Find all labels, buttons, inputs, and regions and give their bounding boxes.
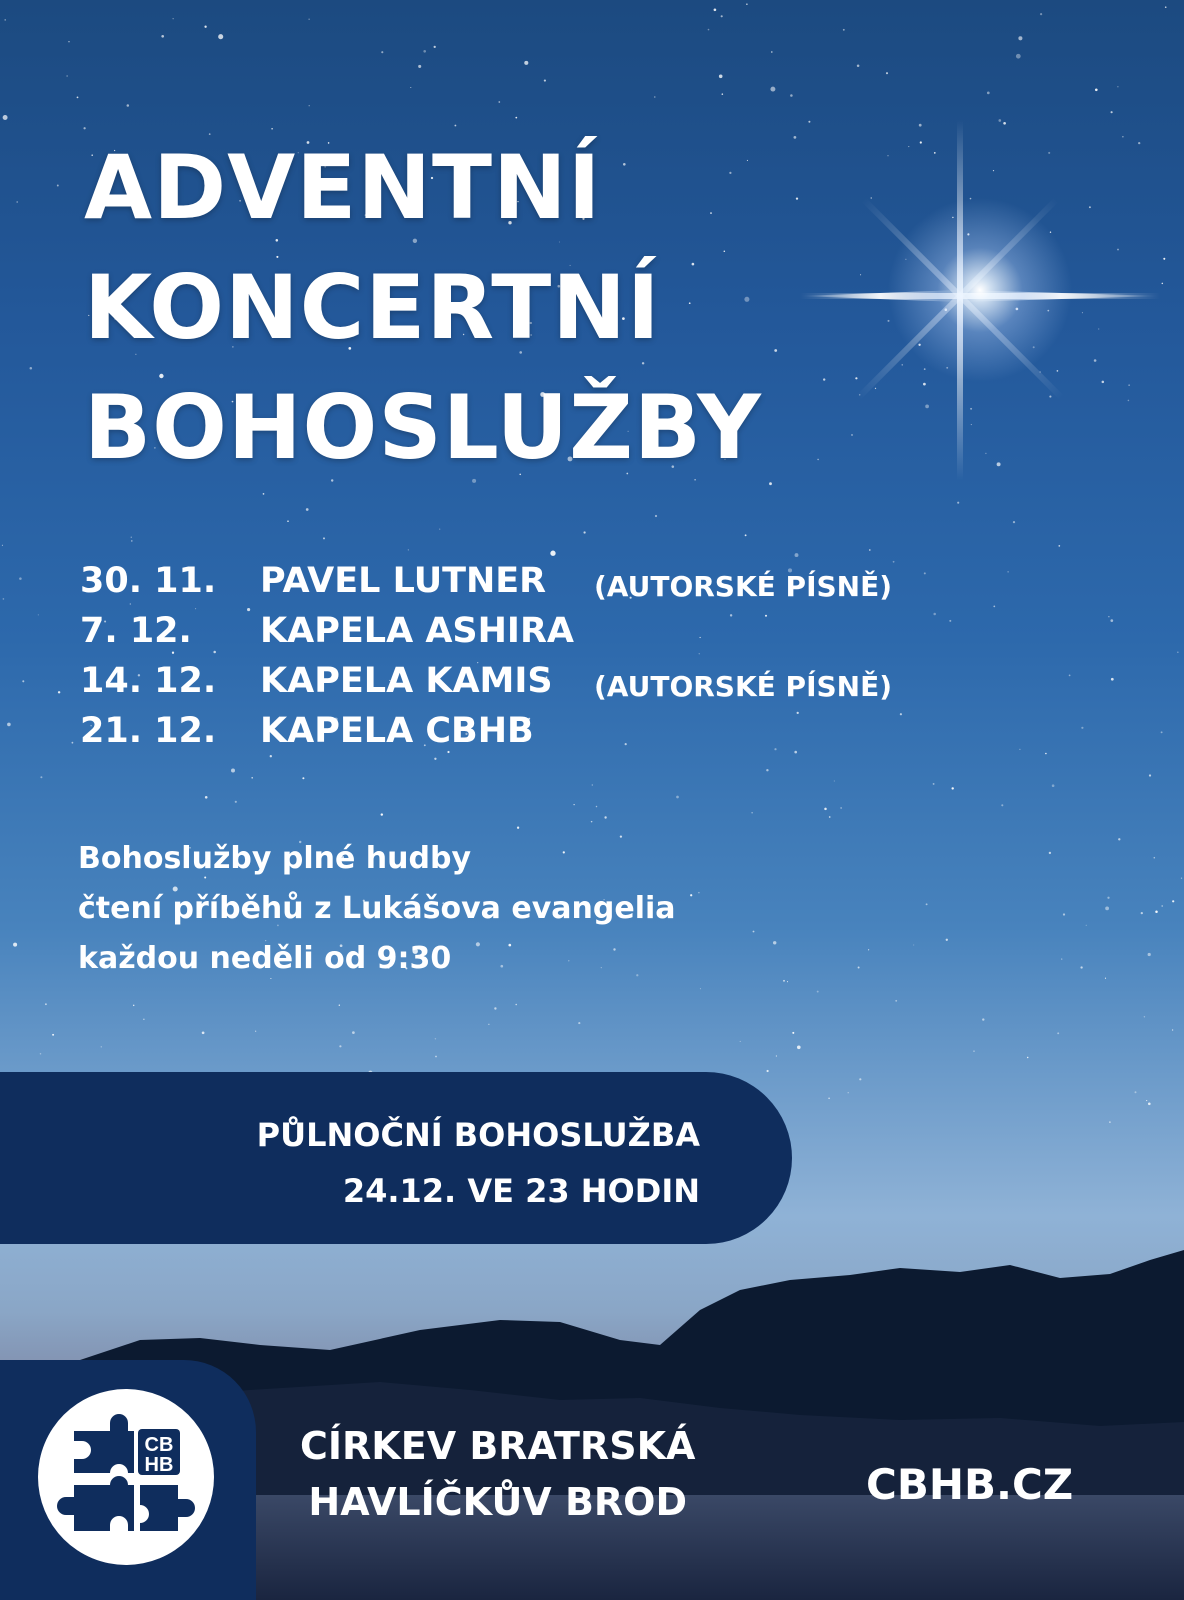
star-dot bbox=[766, 769, 768, 771]
star-dot bbox=[494, 1007, 496, 1009]
star-dot bbox=[721, 15, 723, 17]
star-dot bbox=[213, 651, 216, 654]
star-dot bbox=[698, 892, 700, 894]
star-dot bbox=[352, 1031, 355, 1034]
star-dot bbox=[1155, 910, 1158, 913]
star-dot bbox=[1001, 804, 1003, 806]
star-dot bbox=[218, 34, 223, 39]
schedule-performer: KAPELA KAMIS bbox=[260, 661, 553, 701]
star-dot bbox=[1110, 619, 1113, 622]
star-dot bbox=[1058, 545, 1060, 547]
star-dot bbox=[895, 1000, 897, 1002]
star-dot bbox=[173, 18, 174, 19]
star-dot bbox=[1081, 727, 1083, 729]
star-dot bbox=[251, 777, 253, 779]
star-dot bbox=[517, 827, 519, 829]
schedule-performer: PAVEL LUTNER bbox=[260, 561, 547, 601]
star-dot bbox=[840, 807, 841, 808]
star-dot bbox=[924, 572, 926, 574]
star-dot bbox=[765, 615, 767, 617]
star-dot bbox=[1105, 978, 1106, 979]
star-dot bbox=[708, 29, 710, 31]
star-dot bbox=[776, 1055, 777, 1056]
star-dot bbox=[843, 29, 845, 31]
star-dot bbox=[4, 19, 6, 21]
star-dot bbox=[1049, 852, 1051, 854]
star-dot bbox=[205, 796, 208, 799]
star-dot bbox=[202, 1031, 205, 1034]
star-dot bbox=[1105, 907, 1109, 911]
star-dot bbox=[1086, 925, 1087, 926]
star-dot bbox=[77, 97, 79, 99]
star-dot bbox=[740, 1041, 741, 1042]
title-line-3: BOHOSLUŽBY bbox=[84, 376, 762, 479]
star-dot bbox=[133, 1005, 134, 1006]
star-dot bbox=[143, 1019, 144, 1020]
star-dot bbox=[774, 748, 776, 750]
star-dot bbox=[699, 653, 700, 654]
star-dot bbox=[1148, 1102, 1151, 1105]
star-dot bbox=[1118, 838, 1120, 840]
midnight-service-banner bbox=[0, 1072, 792, 1244]
star-dot bbox=[439, 529, 440, 530]
star-dot bbox=[423, 50, 426, 53]
star-dot bbox=[1108, 616, 1109, 617]
midnight-service-title: PŮLNOČNÍ BOHOSLUŽBA bbox=[256, 1116, 700, 1154]
star-dot bbox=[7, 723, 11, 727]
star-dot bbox=[869, 549, 871, 551]
star-dot bbox=[1007, 571, 1008, 572]
star-dot bbox=[858, 967, 860, 969]
star-dot bbox=[66, 75, 67, 76]
star-dot bbox=[722, 93, 724, 95]
schedule-performer: KAPELA ASHIRA bbox=[260, 611, 574, 651]
star-dot bbox=[933, 783, 935, 785]
star-dot bbox=[770, 87, 775, 92]
star-dot bbox=[45, 1003, 47, 1005]
star-dot bbox=[848, 1092, 849, 1093]
star-glow bbox=[880, 190, 1080, 390]
star-dot bbox=[797, 1045, 801, 1049]
star-dot bbox=[946, 939, 948, 941]
star-dot bbox=[58, 691, 60, 693]
star-dot bbox=[654, 96, 655, 97]
star-dot bbox=[719, 75, 723, 79]
star-dot bbox=[72, 742, 74, 744]
star-dot bbox=[435, 1056, 437, 1058]
star-dot bbox=[524, 61, 528, 65]
star-dot bbox=[1109, 1121, 1111, 1123]
star-dot bbox=[797, 712, 799, 714]
star-dot bbox=[323, 537, 325, 539]
star-dot bbox=[957, 502, 959, 504]
star-dot bbox=[1154, 857, 1156, 859]
title-line-1: ADVENTNÍ bbox=[84, 136, 602, 239]
star-dot bbox=[900, 713, 902, 715]
star-dot bbox=[255, 1031, 256, 1032]
star-dot bbox=[418, 65, 421, 68]
star-dot bbox=[131, 537, 132, 538]
star-dot bbox=[1172, 1029, 1173, 1030]
star-dot bbox=[745, 534, 747, 536]
star-dot bbox=[1146, 1100, 1147, 1101]
star-dot bbox=[1061, 958, 1062, 959]
star-dot bbox=[22, 680, 24, 682]
star-dot bbox=[893, 561, 895, 563]
star-dot bbox=[829, 816, 831, 818]
star-dot bbox=[596, 806, 598, 808]
star-dot bbox=[625, 743, 627, 745]
star-dot bbox=[161, 35, 164, 38]
star-dot bbox=[2, 545, 3, 546]
star-dot bbox=[828, 1097, 830, 1099]
star-dot bbox=[817, 991, 819, 993]
star-dot bbox=[794, 751, 797, 754]
star-dot bbox=[40, 776, 42, 778]
star-dot bbox=[435, 1038, 436, 1039]
description-line-3: každou neděli od 9:30 bbox=[78, 941, 452, 976]
star-dot bbox=[38, 614, 39, 615]
star-dot bbox=[583, 531, 585, 533]
organization-line-2: HAVLÍČKŮV BROD bbox=[308, 1480, 688, 1524]
star-dot bbox=[1177, 652, 1178, 653]
star-dot bbox=[381, 813, 383, 815]
star-dot bbox=[302, 777, 304, 779]
star-dot bbox=[868, 949, 869, 950]
star-dot bbox=[987, 92, 990, 95]
star-dot bbox=[592, 784, 593, 785]
schedule-note: (AUTORSKÉ PÍSNĚ) bbox=[594, 670, 893, 703]
star-dot bbox=[231, 769, 235, 773]
star-dot bbox=[676, 796, 679, 799]
star-dot bbox=[714, 8, 717, 11]
star-dot bbox=[204, 26, 206, 28]
star-dot bbox=[309, 105, 310, 106]
schedule-date: 14. 12. bbox=[80, 661, 217, 701]
star-dot bbox=[57, 185, 59, 187]
star-dot bbox=[1135, 1091, 1137, 1093]
star-dot bbox=[434, 46, 436, 48]
star-dot bbox=[131, 540, 133, 542]
star-dot bbox=[1013, 521, 1015, 523]
schedule-note: (AUTORSKÉ PÍSNĚ) bbox=[594, 570, 893, 603]
star-dot bbox=[1148, 953, 1151, 956]
star-dot bbox=[309, 19, 310, 20]
star-dot bbox=[746, 3, 747, 4]
star-dot bbox=[3, 115, 8, 120]
star-dot bbox=[1117, 86, 1118, 87]
star-dot bbox=[700, 637, 701, 638]
website-link[interactable]: CBHB.CZ bbox=[866, 1460, 1074, 1509]
star-dot bbox=[790, 94, 793, 97]
star-dot bbox=[769, 482, 772, 485]
star-dot bbox=[578, 1022, 580, 1024]
star-dot bbox=[434, 758, 436, 760]
star-dot bbox=[982, 1018, 984, 1020]
logo-text-bottom: HB bbox=[144, 1454, 174, 1476]
star-dot bbox=[498, 101, 500, 103]
star-dot bbox=[604, 816, 606, 818]
star-dot bbox=[195, 608, 196, 609]
description-line-2: čtení příběhů z Lukášova evangelia bbox=[78, 891, 676, 926]
description-line-1: Bohoslužby plné hudby bbox=[78, 841, 472, 876]
star-dot bbox=[287, 520, 289, 522]
star-dot bbox=[339, 1005, 340, 1006]
star-dot bbox=[1095, 88, 1098, 91]
star-dot bbox=[690, 894, 692, 896]
star-dot bbox=[1016, 54, 1021, 59]
cbhb-puzzle-logo-icon bbox=[38, 1389, 214, 1565]
star-dot bbox=[573, 804, 574, 805]
star-dot bbox=[1161, 905, 1163, 907]
star-dot bbox=[773, 941, 776, 944]
star-dot bbox=[1057, 1032, 1059, 1034]
star-dot bbox=[68, 41, 69, 42]
star-dot bbox=[933, 613, 936, 616]
star-dot bbox=[515, 117, 517, 119]
star-dot bbox=[127, 104, 130, 107]
star-dot bbox=[886, 72, 888, 74]
star-dot bbox=[1069, 675, 1071, 677]
star-dot bbox=[792, 1032, 794, 1034]
star-dot bbox=[751, 812, 752, 813]
star-dot bbox=[824, 808, 827, 811]
star-dot bbox=[247, 608, 250, 611]
star-dot bbox=[655, 515, 657, 517]
star-dot bbox=[767, 1070, 769, 1072]
schedule-performer: KAPELA CBHB bbox=[260, 711, 534, 751]
star-dot bbox=[1144, 1016, 1145, 1017]
star-dot bbox=[774, 349, 777, 352]
star-dot bbox=[926, 903, 928, 905]
star-dot bbox=[263, 493, 265, 495]
schedule-date: 7. 12. bbox=[80, 611, 192, 651]
star-dot bbox=[730, 614, 732, 616]
star-dot bbox=[235, 801, 237, 803]
star-dot bbox=[16, 201, 18, 203]
star-dot bbox=[1161, 731, 1163, 733]
star-dot bbox=[993, 606, 995, 608]
star-dot bbox=[515, 1004, 517, 1006]
star-dot bbox=[410, 87, 411, 88]
star-dot bbox=[1019, 749, 1020, 750]
star-dot bbox=[30, 367, 33, 370]
star-dot bbox=[1045, 753, 1047, 755]
title-line-2: KONCERTNÍ bbox=[84, 256, 661, 359]
star-dot bbox=[591, 821, 593, 823]
star-dot bbox=[913, 944, 914, 945]
star-dot bbox=[949, 620, 951, 622]
star-dot bbox=[771, 51, 773, 53]
midnight-service-time: 24.12. VE 23 HODIN bbox=[342, 1172, 700, 1210]
page-title bbox=[84, 128, 762, 488]
star-dot bbox=[339, 1045, 341, 1047]
star-dot bbox=[783, 980, 785, 982]
star-dot bbox=[101, 1046, 102, 1047]
service-description bbox=[78, 834, 676, 984]
star-dot bbox=[859, 1078, 861, 1080]
logo-text-top: CB bbox=[144, 1434, 174, 1456]
star-dot bbox=[13, 943, 17, 947]
star-dot bbox=[795, 553, 799, 557]
star-dot bbox=[1141, 912, 1143, 914]
star-dot bbox=[1172, 900, 1174, 902]
star-dot bbox=[3, 598, 5, 600]
star-dot bbox=[834, 780, 835, 781]
star-dot bbox=[1018, 36, 1022, 40]
star-dot bbox=[1027, 1057, 1028, 1058]
schedule-date: 21. 12. bbox=[80, 711, 217, 751]
star-dot bbox=[1063, 913, 1065, 915]
star-dot bbox=[488, 1024, 489, 1025]
star-dot bbox=[408, 549, 409, 550]
star-dot bbox=[1111, 678, 1114, 681]
star-dot bbox=[550, 551, 555, 556]
star-dot bbox=[951, 787, 953, 789]
star-dot bbox=[973, 1051, 974, 1052]
star-dot bbox=[544, 80, 546, 82]
schedule-date: 30. 11. bbox=[80, 561, 217, 601]
star-dot bbox=[787, 981, 788, 982]
organization-line-1: CÍRKEV BRATRSKÁ bbox=[300, 1424, 696, 1468]
star-dot bbox=[1040, 13, 1042, 15]
star-dot bbox=[52, 1034, 54, 1036]
star-dot bbox=[454, 125, 456, 127]
star-dot bbox=[700, 988, 701, 989]
star-dot bbox=[1107, 897, 1109, 899]
star-dot bbox=[19, 577, 22, 580]
cbhb-logo bbox=[38, 1389, 214, 1565]
star-dot bbox=[1181, 878, 1182, 879]
star-dot bbox=[1080, 966, 1082, 968]
star-dot bbox=[381, 51, 383, 53]
star-dot bbox=[306, 508, 309, 511]
star-dot bbox=[1165, 6, 1167, 8]
star-dot bbox=[753, 931, 755, 933]
star-dot bbox=[40, 1053, 42, 1055]
organization-name bbox=[300, 1418, 695, 1530]
star-dot bbox=[1052, 784, 1055, 787]
star-dot bbox=[857, 64, 860, 67]
star-dot bbox=[1149, 774, 1151, 776]
